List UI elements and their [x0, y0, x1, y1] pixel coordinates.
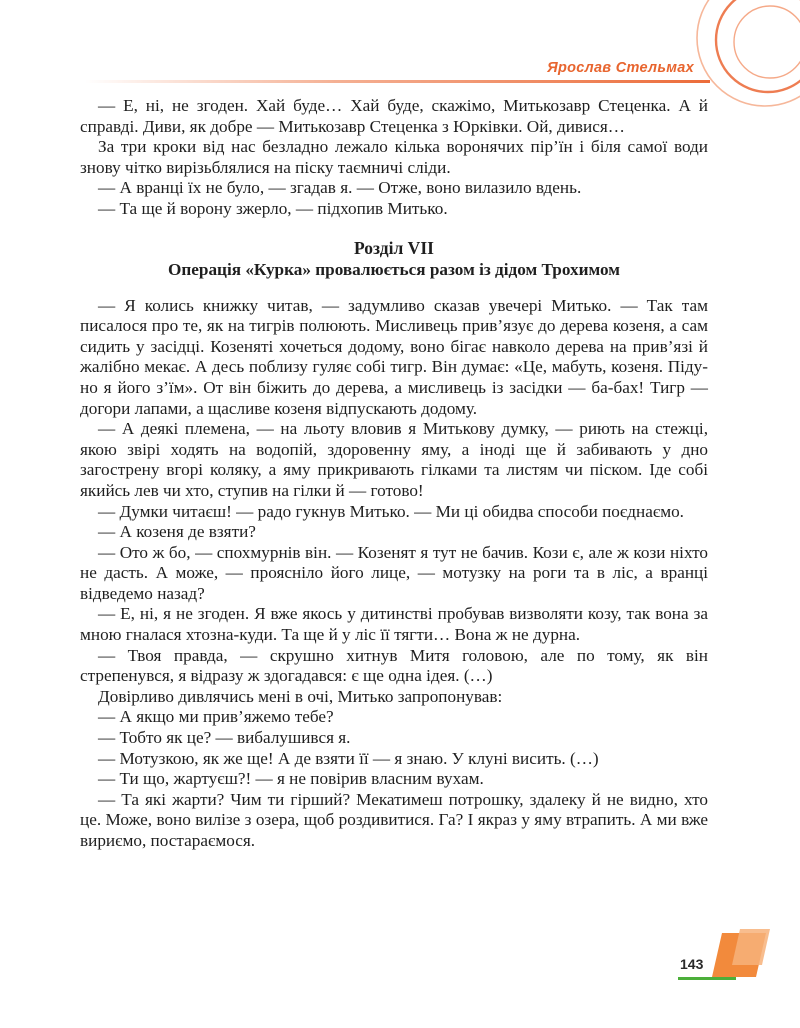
chapter-title: Розділ VII: [354, 237, 434, 258]
paragraph: — Та ще й ворону зжерло, — підхопив Митько.: [98, 198, 448, 218]
paragraph: — Мотузкою, як же ще! А де взяти її — я знаю. У клуні висить. (…): [98, 748, 599, 768]
paragraph: — Е, ні, я не згоден. Я вже якось у дитинстві пробував визволяти козу, так вона за мною гналася хтозна-куди. Та ще й у ліс її тягти… Вона ж не дурна.: [80, 604, 708, 645]
paragraph: — А якщо ми прив’яжемо тебе?: [98, 707, 334, 727]
paragraph: — Тобто як це? — вибалушився я.: [98, 728, 351, 748]
paragraph: — А козеня де взяти?: [98, 522, 256, 542]
paragraph: — Та які жарти? Чим ти гірший? Мекатимеш потрошку, здалеку й не видно, хто це. Може, воно вилізе з озера, щоб роздивитися. Га? І якраз у яму втрапить. А ми вже вириємо, постараємося.: [80, 789, 708, 850]
paragraph: — Я колись книжку читав, — задумливо сказав увечері Митько. — Так там писалося про те, як на тигрів полюють. Мисливець прив’язує до дерева козеня, а сам сидить у засідці. Козеняті хочеться додому, воно бігає навколо дерева на прив’язі й жалібно мекає. А десь поблизу гуляє собі тигр. Він думає: «Це, мабуть, козеня. Піду-но я його з’їм». От він біжить до дерева, а мисливець із засідки — ба-бах! Тигр — догори лапами, а щасливе козеня відпускають додому.: [80, 295, 708, 418]
page-number: 143: [680, 956, 704, 972]
paragraph: Довірливо дивлячись мені в очі, Митько запропонував:: [98, 686, 503, 706]
paragraph: За три кроки від нас безладно лежало кілька воронячих пір’їн і біля самої води знову чітко вирізьблялися на піску таємничі сліди.: [80, 137, 708, 177]
paragraph: — Ти що, жартуєш?! — я не повірив власним вухам.: [98, 769, 484, 789]
paragraph: — Е, ні, не згоден. Хай буде… Хай буде, скажімо, Митькозавр Стеценка. А й справді. Диви, як добре — Митькозавр Стеценка з Юрківки. Ой, дивися…: [80, 96, 708, 136]
paragraph: — А деякі племена, — на льоту вловив я Митькову думку, — риють на стежці, якою звірі ходять на водопій, здоровенну яму, а іноді ще й забивають у дно загострену вгорі коляку, а яму прикривають гілками та листям чи піском. Іде собі якийсь лев чи хто, ступив на гілки й — готово!: [80, 419, 708, 500]
paragraph: — А вранці їх не було, — згадав я. — Отже, воно вилазило вдень.: [98, 178, 582, 198]
page-text: [80, 96, 708, 852]
chapter-heading: [80, 237, 708, 281]
page-corner-mark: [670, 925, 780, 985]
paragraph: — Ото ж бо, — спохмурнів він. — Козенят я тут не бачив. Кози є, але ж кози ніхто не дасть. А може, — прояснілo його лице, — мотузку на роги та в ліс, а вранці відведемо назад?: [80, 542, 708, 603]
header-rule: [85, 80, 710, 83]
chapter-subtitle: Операція «Курка» провалюється разом із дідом Трохимом: [168, 259, 620, 279]
page-number-underline: [678, 977, 736, 980]
paragraph: — Думки читаєш! — радо гукнув Митько. — Ми ці обидва способи поєднаємо.: [98, 501, 684, 521]
paragraph: — Твоя правда, — скрушно хитнув Митя головою, але по тому, як він стрепенувся, я відразу ж здогадався: є ще одна ідея. (…): [80, 645, 708, 686]
author-name: Ярослав Стельмах: [547, 60, 694, 76]
